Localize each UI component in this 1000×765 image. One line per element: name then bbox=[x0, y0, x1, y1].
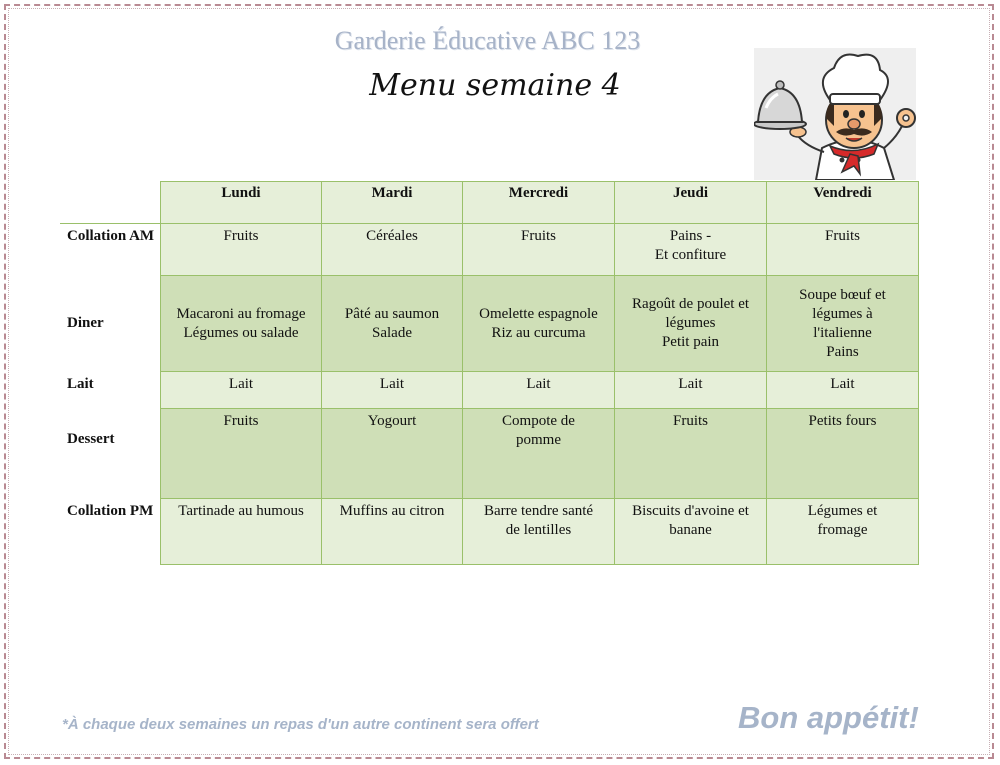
table-cell: Lait bbox=[767, 372, 919, 409]
row-label-collation-am: Collation AM bbox=[60, 224, 161, 276]
row-label-diner: Diner bbox=[60, 276, 161, 372]
row-label-lait: Lait bbox=[60, 372, 161, 409]
table-cell: Céréales bbox=[322, 224, 463, 276]
table-cell: Fruits bbox=[161, 409, 322, 499]
table-cell: Pains - Et confiture bbox=[615, 224, 767, 276]
footnote: *À chaque deux semaines un repas d'un autre continent sera offert bbox=[62, 716, 539, 733]
chef-holding-cloche-icon bbox=[754, 48, 916, 180]
day-header-row bbox=[60, 182, 919, 224]
table-cell: Lait bbox=[615, 372, 767, 409]
day-header-vendredi: Vendredi bbox=[767, 182, 919, 224]
table-cell: Omelette espagnole Riz au curcuma bbox=[463, 276, 615, 372]
day-header-mercredi: Mercredi bbox=[463, 182, 615, 224]
row-label-collation-pm: Collation PM bbox=[60, 499, 161, 565]
table-cell: Lait bbox=[463, 372, 615, 409]
table-row-diner bbox=[60, 276, 919, 372]
table-row-collation-pm bbox=[60, 499, 919, 565]
table-cell: Macaroni au fromage Légumes ou salade bbox=[161, 276, 322, 372]
day-header-jeudi: Jeudi bbox=[615, 182, 767, 224]
table-cell: Lait bbox=[161, 372, 322, 409]
menu-table bbox=[60, 181, 919, 565]
row-label-dessert: Dessert bbox=[60, 409, 161, 499]
table-cell: Compote de pomme bbox=[463, 409, 615, 499]
table-cell: Lait bbox=[322, 372, 463, 409]
table-row-collation-am bbox=[60, 224, 919, 276]
table-cell: Muffins au citron bbox=[322, 499, 463, 565]
table-cell: Tartinade au humous bbox=[161, 499, 322, 565]
table-cell: Ragoût de poulet et légumes Petit pain bbox=[615, 276, 767, 372]
table-cell: Fruits bbox=[161, 224, 322, 276]
day-header-lundi: Lundi bbox=[161, 182, 322, 224]
table-cell: Pâté au saumon Salade bbox=[322, 276, 463, 372]
table-cell: Soupe bœuf et légumes à l'italienne Pains bbox=[767, 276, 919, 372]
table-row-dessert bbox=[60, 409, 919, 499]
table-cell: Fruits bbox=[767, 224, 919, 276]
table-row-lait bbox=[60, 372, 919, 409]
table-cell: Biscuits d'avoine et banane bbox=[615, 499, 767, 565]
table-cell: Yogourt bbox=[322, 409, 463, 499]
table-cell: Petits fours bbox=[767, 409, 919, 499]
table-cell: Barre tendre santé de lentilles bbox=[463, 499, 615, 565]
day-header-mardi: Mardi bbox=[322, 182, 463, 224]
table-cell: Fruits bbox=[615, 409, 767, 499]
signoff: Bon appétit! bbox=[738, 700, 919, 735]
table-cell: Légumes et fromage bbox=[767, 499, 919, 565]
menu-title: Menu semaine 4 bbox=[369, 68, 621, 103]
table-corner bbox=[60, 182, 161, 224]
school-name: Garderie Éducative ABC 123 bbox=[334, 26, 641, 55]
table-cell: Fruits bbox=[463, 224, 615, 276]
